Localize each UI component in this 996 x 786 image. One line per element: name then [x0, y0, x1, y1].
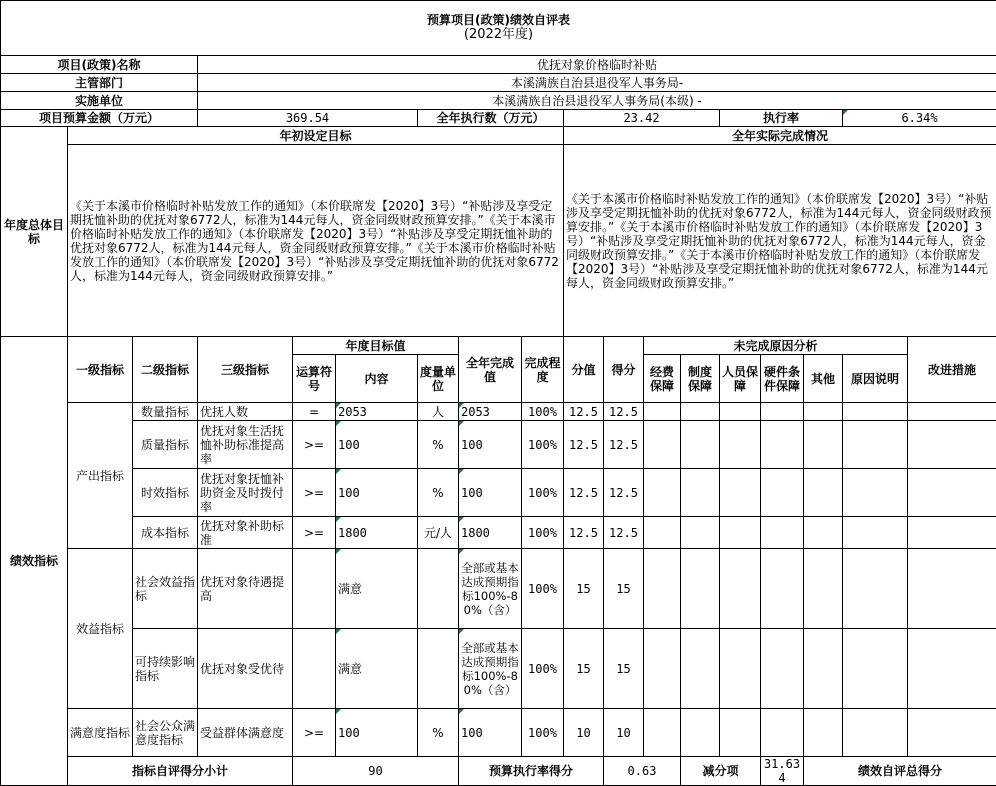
- table-row: [1, 403, 996, 421]
- header-completion: 完成程度: [522, 337, 564, 403]
- row-personnel: [720, 709, 761, 757]
- table-row: [1, 549, 996, 629]
- row-improve: [908, 709, 996, 757]
- row-done: 100: [459, 709, 522, 757]
- row-funding: [644, 469, 681, 517]
- group-satisfaction: 满意度指标: [68, 709, 133, 757]
- row-pct: 100%: [522, 403, 564, 421]
- header-full-year: 全年完成值: [459, 337, 522, 403]
- header-level3: 三级指标: [198, 337, 293, 403]
- row-system: [681, 549, 720, 629]
- impl-label: 实施单位: [1, 92, 198, 110]
- row-pct: 100%: [522, 709, 564, 757]
- row-score-value: 12.5: [564, 469, 604, 517]
- table-row: [1, 629, 996, 709]
- title-text: 预算项目(政策)绩效自评表: [427, 13, 570, 27]
- row-system: [681, 421, 720, 469]
- row-score-value: 12.5: [564, 403, 604, 421]
- header-score: 得分: [604, 337, 644, 403]
- header-unfinished: 未完成原因分析: [644, 337, 908, 355]
- row-hardware: [761, 469, 804, 517]
- row-improve: [908, 403, 996, 421]
- row-hardware: [761, 403, 804, 421]
- row-other: [804, 469, 843, 517]
- subtotal-value: 90: [293, 757, 459, 786]
- header-other: 其他: [804, 355, 843, 403]
- row-funding: [644, 421, 681, 469]
- row-l3: 优抚人数: [198, 403, 293, 421]
- rate-value: 6.34%: [843, 110, 996, 127]
- row-l3: 受益群体满意度: [198, 709, 293, 757]
- group-benefit: 效益指标: [68, 549, 133, 709]
- sheet-title: [1, 1, 996, 56]
- row-other: [804, 421, 843, 469]
- row-other: [804, 629, 843, 709]
- row-unit: %: [418, 421, 459, 469]
- row-content: 100: [336, 469, 418, 517]
- row-system: [681, 629, 720, 709]
- row-score: 12.5: [604, 517, 644, 549]
- row-done: 全部或基本达成预期指标100%-80%（含）: [459, 629, 522, 709]
- header-unit: 度量单位: [418, 355, 459, 403]
- budget-value: 369.54: [198, 110, 418, 127]
- row-l2: 质量指标: [133, 421, 198, 469]
- perf-label: 绩效指标: [1, 337, 68, 786]
- dept-label: 主管部门: [1, 74, 198, 92]
- row-content: 100: [336, 709, 418, 757]
- row-l3: 优抚对象补助标准: [198, 517, 293, 549]
- row-done: 2053: [459, 403, 522, 421]
- dept-value: 本溪满族自治县退役军人事务局-: [198, 74, 996, 92]
- row-hardware: [761, 517, 804, 549]
- header-improve: 改进措施: [908, 337, 996, 403]
- row-other: [804, 549, 843, 629]
- row-reason: [843, 549, 908, 629]
- row-op: >=: [293, 421, 336, 469]
- subtitle-text: (2022年度): [3, 27, 994, 43]
- row-l3: 优抚对象受优待: [198, 629, 293, 709]
- row-hardware: [761, 629, 804, 709]
- table-row: [1, 709, 996, 757]
- header-year-target: 年度目标值: [293, 337, 459, 355]
- row-unit: %: [418, 469, 459, 517]
- row-funding: [644, 709, 681, 757]
- impl-value: 本溪满族自治县退役军人事务局(本级) -: [198, 92, 996, 110]
- row-pct: 100%: [522, 549, 564, 629]
- row-content: 100: [336, 421, 418, 469]
- row-score: 12.5: [604, 421, 644, 469]
- table-row: [1, 469, 996, 517]
- header-funding: 经费保障: [644, 355, 681, 403]
- deduct-value: 31.634: [761, 757, 804, 786]
- row-funding: [644, 517, 681, 549]
- row-score-value: 15: [564, 629, 604, 709]
- goal-actual-text: 《关于本溪市价格临时补贴发放工作的通知》（本价联席发【2020】3号）“补贴涉及享受定期抚恤补助的优抚对象6772人，标准为144元每人，资金同级财政预算安排。”《关于本溪市价格临时补贴发放工作的通知》（本价联席发【2020】3号）“补贴涉及享受定期抚恤补助的优抚对象6772人，标准为144元每人，资金同级财政预算安排。”《关于本溪市价格临时补贴发放工作的通知》（本价联席发【2020】3号）“补贴涉及享受定期抚恤补助的优抚对象6772人，标准为144元每人，资金同级财政预算安排。”: [564, 145, 996, 337]
- table-row: [1, 517, 996, 549]
- rate-label: 执行率: [720, 110, 843, 127]
- header-system: 制度保障: [681, 355, 720, 403]
- row-improve: [908, 549, 996, 629]
- row-score-value: 15: [564, 549, 604, 629]
- row-other: [804, 709, 843, 757]
- header-op: 运算符号: [293, 355, 336, 403]
- header-hardware: 硬件条件保障: [761, 355, 804, 403]
- row-op: =: [293, 403, 336, 421]
- project-name-value: 优抚对象价格临时补贴: [198, 56, 996, 74]
- row-funding: [644, 549, 681, 629]
- exec-label: 全年执行数（万元）: [418, 110, 564, 127]
- row-op: >=: [293, 517, 336, 549]
- row-l2: 数量指标: [133, 403, 198, 421]
- row-unit: [418, 549, 459, 629]
- row-l3: 优抚对象待遇提高: [198, 549, 293, 629]
- group-output: 产出指标: [68, 403, 133, 549]
- row-score: 15: [604, 629, 644, 709]
- exec-score-label: 预算执行率得分: [459, 757, 604, 786]
- row-done: 100: [459, 469, 522, 517]
- goal-label: 年度总体目标: [1, 127, 68, 337]
- subtotal-label: 指标自评得分小计: [68, 757, 293, 786]
- row-score: 15: [604, 549, 644, 629]
- row-other: [804, 403, 843, 421]
- row-l2: 时效指标: [133, 469, 198, 517]
- row-funding: [644, 629, 681, 709]
- header-level1: 一级指标: [68, 337, 133, 403]
- row-personnel: [720, 629, 761, 709]
- row-unit: 人: [418, 403, 459, 421]
- row-improve: [908, 469, 996, 517]
- row-system: [681, 709, 720, 757]
- row-pct: 100%: [522, 469, 564, 517]
- project-name-label: 项目(政策)名称: [1, 56, 198, 74]
- row-other: [804, 517, 843, 549]
- goal-initial-text: 《关于本溪市价格临时补贴发放工作的通知》（本价联席发【2020】3号）“补贴涉及享受定期抚恤补助的优抚对象6772人，标准为144元每人，资金同级财政预算安排。”《关于本溪市价格临时补贴发放工作的通知》（本价联席发【2020】3号）“补贴涉及享受定期抚恤补助的优抚对象6772人，标准为144元每人，资金同级财政预算安排。”《关于本溪市价格临时补贴发放工作的通知》（本价联席发【2020】3号）“补贴涉及享受定期抚恤补助的优抚对象6772人，标准为144元每人，资金同级财政预算安排。”: [68, 145, 564, 337]
- row-content: 满意: [336, 629, 418, 709]
- header-personnel: 人员保障: [720, 355, 761, 403]
- header-score-value: 分值: [564, 337, 604, 403]
- row-content: 满意: [336, 549, 418, 629]
- row-unit: [418, 629, 459, 709]
- row-reason: [843, 709, 908, 757]
- row-improve: [908, 629, 996, 709]
- row-hardware: [761, 421, 804, 469]
- row-personnel: [720, 469, 761, 517]
- row-pct: 100%: [522, 517, 564, 549]
- row-op: >=: [293, 709, 336, 757]
- row-done: 1800: [459, 517, 522, 549]
- row-pct: 100%: [522, 421, 564, 469]
- row-done: 全部或基本达成预期指标100%-80%（含）: [459, 549, 522, 629]
- row-content: 1800: [336, 517, 418, 549]
- row-system: [681, 403, 720, 421]
- row-funding: [644, 403, 681, 421]
- row-op: [293, 549, 336, 629]
- exec-score-value: 0.63: [604, 757, 681, 786]
- row-hardware: [761, 549, 804, 629]
- row-done: 100: [459, 421, 522, 469]
- row-personnel: [720, 421, 761, 469]
- total-label: 绩效自评总得分: [804, 757, 996, 786]
- row-reason: [843, 629, 908, 709]
- header-reason: 原因说明: [843, 355, 908, 403]
- row-score-value: 10: [564, 709, 604, 757]
- row-pct: 100%: [522, 629, 564, 709]
- row-l3: 优抚对象生活抚恤补助标准提高率: [198, 421, 293, 469]
- row-op: [293, 629, 336, 709]
- row-unit: %: [418, 709, 459, 757]
- row-personnel: [720, 517, 761, 549]
- budget-label: 项目预算金额（万元）: [1, 110, 198, 127]
- row-l2: 成本指标: [133, 517, 198, 549]
- header-content: 内容: [336, 355, 418, 403]
- row-score: 12.5: [604, 403, 644, 421]
- row-reason: [843, 517, 908, 549]
- row-reason: [843, 403, 908, 421]
- row-l2: 社会公众满意度指标: [133, 709, 198, 757]
- row-l3: 优抚对象抚恤补助资金及时拨付率: [198, 469, 293, 517]
- exec-value: 23.42: [564, 110, 720, 127]
- table-row: [1, 421, 996, 469]
- row-l2: 可持续影响指标: [133, 629, 198, 709]
- row-l2: 社会效益指标: [133, 549, 198, 629]
- deduct-label: 减分项: [681, 757, 761, 786]
- row-reason: [843, 421, 908, 469]
- goal-actual-header: 全年实际完成情况: [564, 127, 996, 145]
- row-improve: [908, 421, 996, 469]
- goal-initial-header: 年初设定目标: [68, 127, 564, 145]
- row-system: [681, 469, 720, 517]
- row-system: [681, 517, 720, 549]
- row-op: >=: [293, 469, 336, 517]
- row-improve: [908, 517, 996, 549]
- row-personnel: [720, 549, 761, 629]
- row-reason: [843, 469, 908, 517]
- row-content: 2053: [336, 403, 418, 421]
- row-score: 10: [604, 709, 644, 757]
- row-personnel: [720, 403, 761, 421]
- row-score-value: 12.5: [564, 421, 604, 469]
- row-hardware: [761, 709, 804, 757]
- row-score: 12.5: [604, 469, 644, 517]
- row-score-value: 12.5: [564, 517, 604, 549]
- row-unit: 元/人: [418, 517, 459, 549]
- header-level2: 二级指标: [133, 337, 198, 403]
